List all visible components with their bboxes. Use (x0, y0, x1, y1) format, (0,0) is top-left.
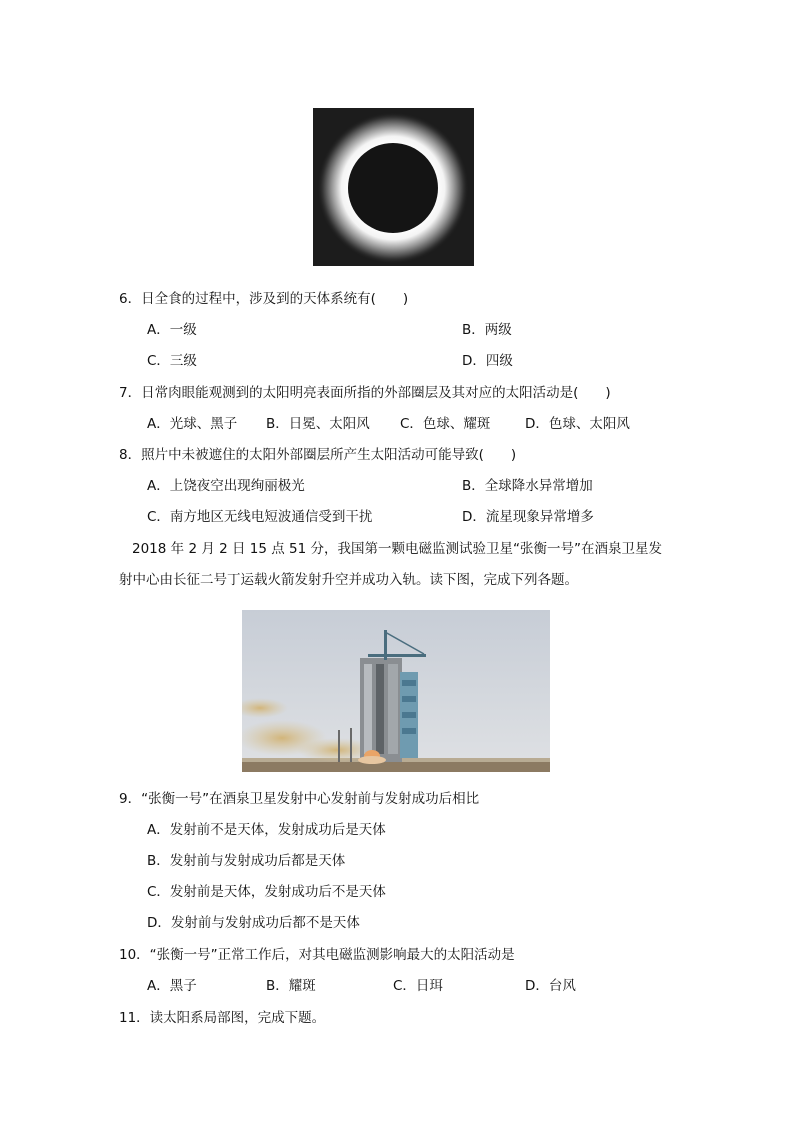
question-8-option-b: B．全球降水异常增加 (462, 478, 593, 494)
question-10-option-d: D．台风 (525, 978, 576, 994)
question-9-option-b: B．发射前与发射成功后都是天体 (147, 853, 346, 869)
question-8-option-d: D．流星现象异常增多 (462, 509, 594, 525)
question-9-option-a: A．发射前不是天体，发射成功后是天体 (147, 822, 386, 838)
question-8-option-a: A．上饶夜空出现绚丽极光 (147, 478, 305, 494)
rocket-launch-photo (242, 610, 550, 772)
question-6-option-a: A．一级 (147, 322, 197, 338)
question-9-option-c: C．发射前是天体，发射成功后不是天体 (147, 884, 386, 900)
question-10-option-a: A．黑子 (147, 978, 197, 994)
question-10-stem: 10．“张衡一号”正常工作后，对其电磁监测影响最大的太阳活动是 (119, 947, 515, 963)
question-9-stem: 9．“张衡一号”在酒泉卫星发射中心发射前与发射成功后相比 (119, 791, 480, 807)
passage-line-2: 射中心由长征二号丁运载火箭发射升空并成功入轨。读下图，完成下列各题。 (119, 572, 578, 588)
question-9-option-d: D．发射前与发射成功后都不是天体 (147, 915, 360, 931)
passage-line-1: 2018 年 2 月 2 日 15 点 51 分，我国第一颗电磁监测试验卫星“张衡一号”在酒泉卫星发 (132, 541, 662, 557)
question-10-option-c: C．日珥 (393, 978, 443, 994)
question-6-stem: 6．日全食的过程中，涉及到的天体系统有( ) (119, 291, 409, 307)
question-6-option-d: D．四级 (462, 353, 513, 369)
question-6-option-c: C．三级 (147, 353, 197, 369)
solar-eclipse-photo (313, 108, 474, 266)
question-7-stem: 7．日常肉眼能观测到的太阳明亮表面所指的外部圈层及其对应的太阳活动是( ) (119, 385, 611, 401)
question-7-option-b: B．日冕、太阳风 (266, 416, 370, 432)
question-6-option-b: B．两级 (462, 322, 512, 338)
question-7-option-c: C．色球、耀斑 (400, 416, 491, 432)
question-10-option-b: B．耀斑 (266, 978, 316, 994)
question-7-option-a: A．光球、黑子 (147, 416, 238, 432)
question-7-option-d: D．色球、太阳风 (525, 416, 630, 432)
question-8-stem: 8．照片中未被遮住的太阳外部圈层所产生太阳活动可能导致( ) (119, 447, 517, 463)
question-8-option-c: C．南方地区无线电短波通信受到干扰 (147, 509, 373, 525)
question-11-stem: 11．读太阳系局部图，完成下题。 (119, 1010, 326, 1026)
